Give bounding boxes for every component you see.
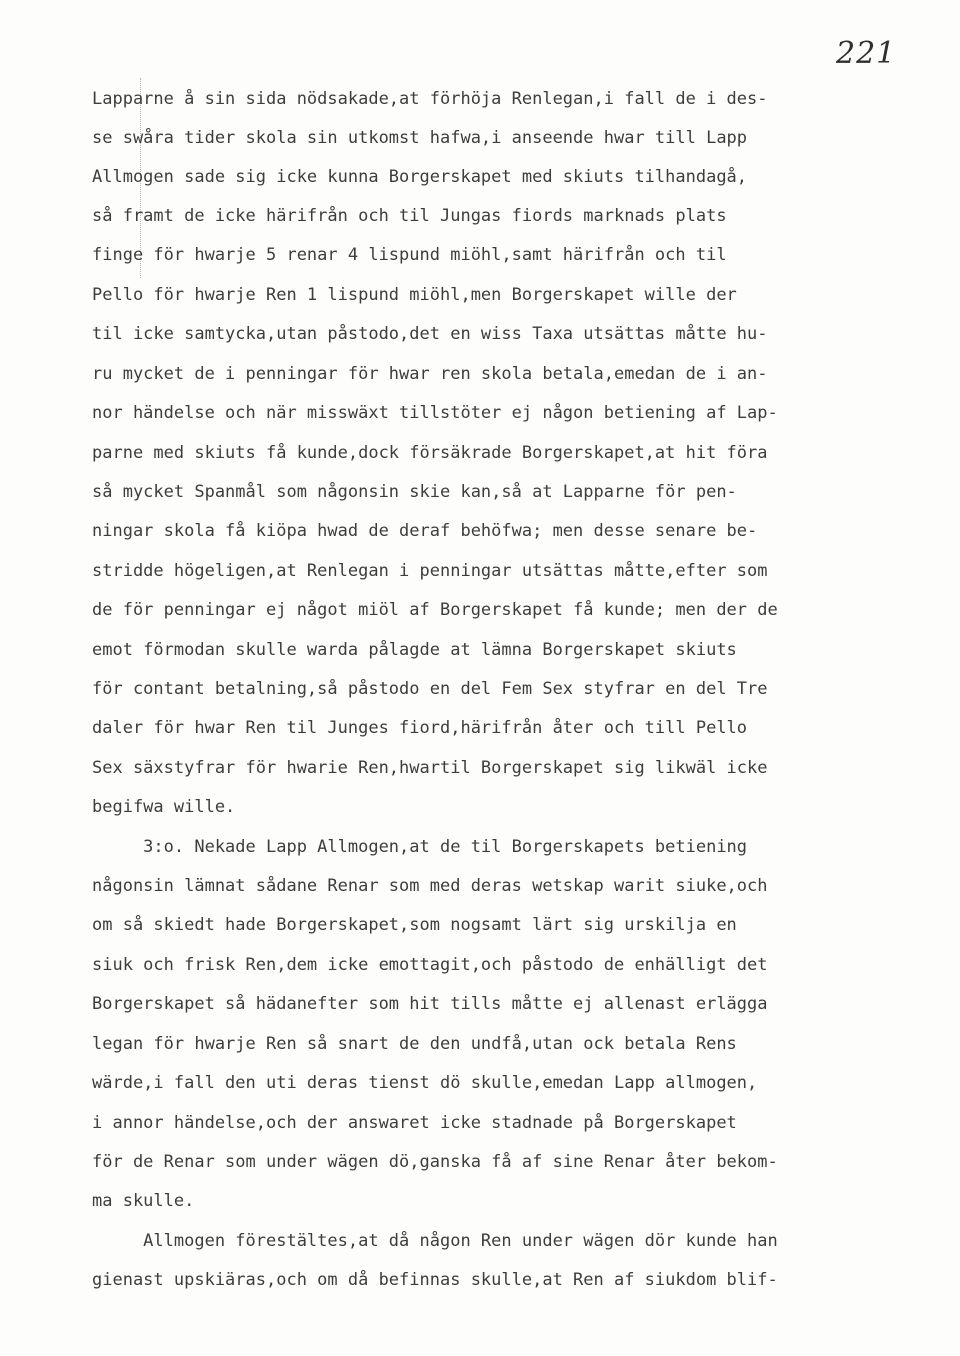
text-line-6: Pello för hwarje Ren 1 lispund miöhl,men Borgerskapet wille der [92, 285, 737, 305]
text-line-27: i annor händelse,och der answaret icke stadnade på Borgerskapet [92, 1113, 737, 1133]
text-line-13: stridde högeligen,at Renlegan i penningar utsättas måtte,efter som [92, 561, 768, 581]
text-line-11: så mycket Spanmål som någonsin skie kan,så at Lapparne för pen- [92, 482, 737, 502]
text-line-9: nor händelse och när misswäxt tillstöter ej någon betiening af Lap- [92, 403, 778, 423]
text-line-2: se swåra tider skola sin utkomst hafwa,i anseende hwar till Lapp [92, 128, 748, 148]
text-line-31: gienast upskiäras,och om då befinnas skulle,at Ren af siukdom blif- [92, 1270, 778, 1290]
text-line-24: Borgerskapet så hädanefter som hit tills måtte ej allenast erlägga [92, 994, 768, 1014]
text-line-17: daler för hwar Ren til Junges fiord,härifrån åter och till Pello [92, 718, 748, 738]
text-line-16: för contant betalning,så påstodo en del Fem Sex styfrar en del Tre [92, 679, 768, 699]
text-line-21: någonsin lämnat sådane Renar som med deras wetskap warit siuke,och [92, 876, 768, 896]
text-line-23: siuk och frisk Ren,dem icke emottagit,och påstodo de enhälligt det [92, 955, 768, 975]
text-line-26: wärde,i fall den uti deras tienst dö skulle,emedan Lapp allmogen, [92, 1073, 758, 1093]
text-line-15: emot förmodan skulle warda pålagde at lämna Borgerskapet skiuts [92, 640, 737, 660]
text-line-1: Lapparne å sin sida nödsakade,at förhöja Renlegan,i fall de i des- [92, 89, 768, 109]
text-line-4: så framt de icke härifrån och til Jungas fiords marknads plats [92, 206, 727, 226]
text-line-25: legan för hwarje Ren så snart de den undfå,utan ock betala Rens [92, 1034, 737, 1054]
text-line-5: finge för hwarje 5 renar 4 lispund miöhl,samt härifrån och til [92, 245, 727, 265]
text-line-22: om så skiedt hade Borgerskapet,som nogsamt lärt sig urskilja en [92, 915, 737, 935]
text-line-3: Allmogen sade sig icke kunna Borgerskapet med skiuts tilhandagå, [92, 167, 748, 187]
text-line-14: de för penningar ej något miöl af Borgerskapet få kunde; men der de [92, 600, 778, 620]
text-line-18: Sex säxstyfrar för hwarie Ren,hwartil Borgerskapet sig likwäl icke [92, 758, 768, 778]
text-line-30: Allmogen förestältes,at då någon Ren under wägen dör kunde han [92, 1231, 778, 1251]
text-line-19: begifwa wille. [92, 797, 236, 817]
text-line-20: 3:o. Nekade Lapp Allmogen,at de til Borgerskapets betiening [92, 837, 748, 857]
page-number: 221 [836, 36, 897, 71]
text-line-10: parne med skiuts få kunde,dock försäkrade Borgerskapet,at hit föra [92, 443, 768, 463]
text-line-7: til icke samtycka,utan påstodo,det en wiss Taxa utsättas måtte hu- [92, 324, 768, 344]
text-line-8: ru mycket de i penningar för hwar ren skola betala,emedan de i an- [92, 364, 768, 384]
text-line-29: ma skulle. [92, 1191, 195, 1211]
text-line-12: ningar skola få kiöpa hwad de deraf behöfwa; men desse senare be- [92, 521, 758, 541]
text-line-28: för de Renar som under wägen dö,ganska få af sine Renar åter bekom- [92, 1152, 778, 1172]
